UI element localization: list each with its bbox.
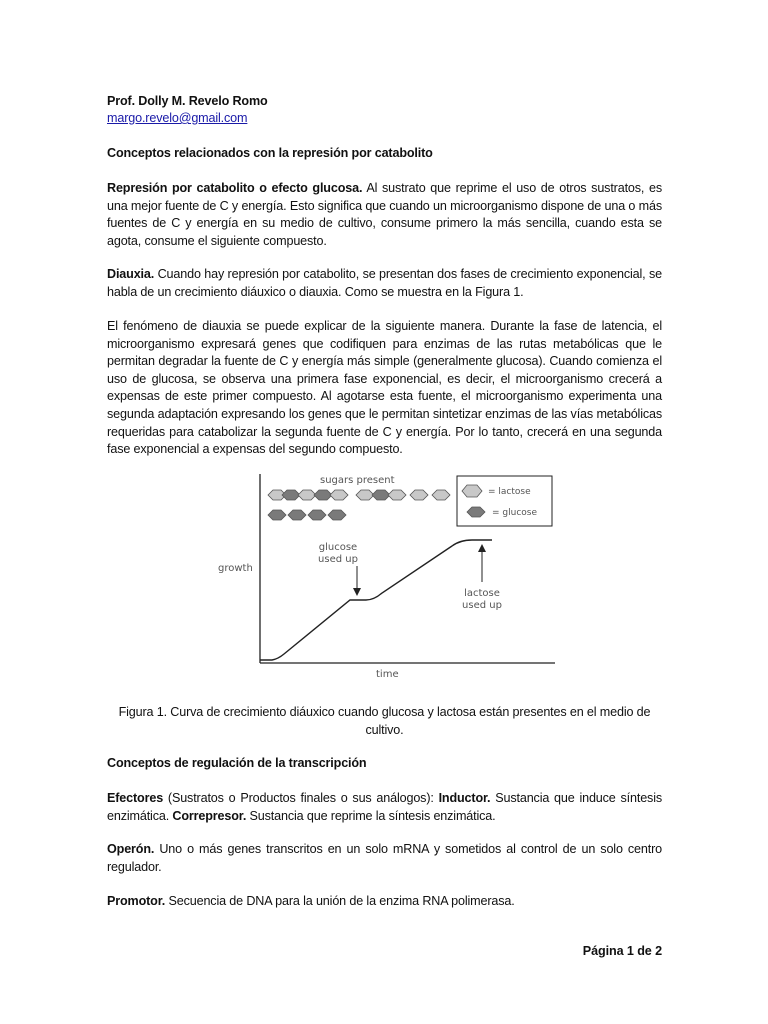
lactose-molecule bbox=[388, 490, 406, 500]
body-efectores-1: (Sustratos o Productos finales o sus análogos): bbox=[163, 791, 439, 805]
page-number: Página 1 de 2 bbox=[582, 944, 662, 958]
growth-curve bbox=[260, 540, 492, 660]
x-axis-label: time bbox=[376, 669, 399, 680]
lactose-molecule bbox=[330, 490, 348, 500]
section-title-transcripcion: Conceptos de regulación de la transcripción bbox=[107, 756, 367, 770]
lactose-molecule bbox=[410, 490, 428, 500]
term-operon: Operón. bbox=[107, 842, 155, 856]
body-efectores-3: Sustancia que reprime la síntesis enzimática. bbox=[246, 808, 496, 823]
author-name: Prof. Dolly M. Revelo Romo bbox=[107, 94, 268, 108]
figure-caption: Figura 1. Curva de crecimiento diáuxico cuando glucosa y lactosa están presentes en el medio de cultivo. bbox=[118, 705, 651, 737]
glucose-annotation-line1: glucose bbox=[318, 542, 358, 553]
lactose-molecule bbox=[356, 490, 374, 500]
body-efectores-2: Sustancia que induce síntesis enzimática. bbox=[107, 791, 663, 823]
glucose-molecule bbox=[308, 510, 326, 520]
glucose-molecule bbox=[288, 510, 306, 520]
glucose-molecule bbox=[372, 490, 390, 500]
email-link[interactable]: margo.revelo@gmail.com bbox=[107, 111, 248, 125]
sugars-present-label: sugars present bbox=[320, 475, 395, 486]
legend bbox=[457, 476, 552, 526]
glucose-arrowhead bbox=[353, 588, 361, 596]
legend-lactose-label: = lactose bbox=[488, 487, 531, 497]
term-represion: Represión por catabolito o efecto glucosa. bbox=[107, 181, 363, 195]
glucose-annotation-line2: used up bbox=[318, 554, 358, 565]
body-represion: Al sustrato que reprime el uso de otros sustratos, es una mejor fuente de C y energía. Esto significa que cuando un microorganismo dispone de una o más fuentes de C y energía en su medio de cultivo, consume primero la más sencilla, cuando esta se agota, consume el siguiente compuesto. bbox=[107, 181, 663, 248]
term-promotor: Promotor. bbox=[107, 894, 166, 908]
glucose-molecule bbox=[328, 510, 346, 520]
term-diauxia: Diauxia. bbox=[107, 267, 155, 281]
lactose-arrowhead bbox=[478, 544, 486, 552]
term-efectores: Efectores bbox=[107, 791, 164, 805]
lactose-molecule bbox=[298, 490, 316, 500]
body-operon: Uno o más genes transcritos en un solo mRNA y sometidos al control de un solo centro regulador. bbox=[107, 842, 662, 874]
paragraph-fenomeno: El fenómeno de diauxia se puede explicar de la siguiente manera. Durante la fase de latencia, el microorganismo expresará genes que codifiquen para enzimas de las rutas metabólicas que le permitan degradar la fuente de C y energía más simple (generalmente glucosa). Cuando comienza el uso de glucosa, se observa una primera fase exponencial, es decir, el microorganismo crecerá a expensas de este primer compuesto. Al agotarse esta fuente, el microorganismo experimenta una segunda adaptación expresando los genes que le permitan sintetizar enzimas de las vías metabólicas requeridas para catabolizar la segunda fuente de C y energía. Por lo tanto, crecerá en una segunda fase exponencial a expensas del segundo compuesto. bbox=[107, 319, 662, 457]
diauxic-growth-figure bbox=[210, 468, 560, 683]
body-diauxia: Cuando hay represión por catabolito, se presentan dos fases de crecimiento exponencial, se habla de un crecimiento diáuxico o diauxia. Como se muestra en la Figura 1. bbox=[107, 267, 662, 299]
paragraph-efectores bbox=[107, 790, 662, 825]
paragraph-diauxia bbox=[107, 266, 662, 301]
legend-lactose-swatch bbox=[462, 485, 482, 497]
section-title-catabolito: Conceptos relacionados con la represión por catabolito bbox=[107, 146, 433, 160]
paragraph-promotor bbox=[107, 893, 662, 911]
y-axis-label: growth bbox=[218, 563, 253, 574]
paragraph-represion bbox=[107, 180, 662, 250]
glucose-molecule bbox=[314, 490, 332, 500]
lactose-annotation-line2: used up bbox=[462, 600, 502, 611]
sugar-molecules bbox=[268, 490, 450, 520]
lactose-molecule bbox=[432, 490, 450, 500]
term-inductor: Inductor. bbox=[438, 791, 491, 805]
glucose-molecule bbox=[282, 490, 300, 500]
paragraph-operon bbox=[107, 841, 662, 876]
glucose-molecule bbox=[268, 510, 286, 520]
term-correpresor: Correpresor. bbox=[172, 808, 247, 823]
author-email[interactable] bbox=[107, 110, 662, 128]
legend-glucose-label: = glucose bbox=[492, 508, 537, 518]
body-promotor: Secuencia de DNA para la unión de la enzima RNA polimerasa. bbox=[165, 894, 515, 908]
lactose-annotation-line1: lactose bbox=[464, 588, 500, 599]
